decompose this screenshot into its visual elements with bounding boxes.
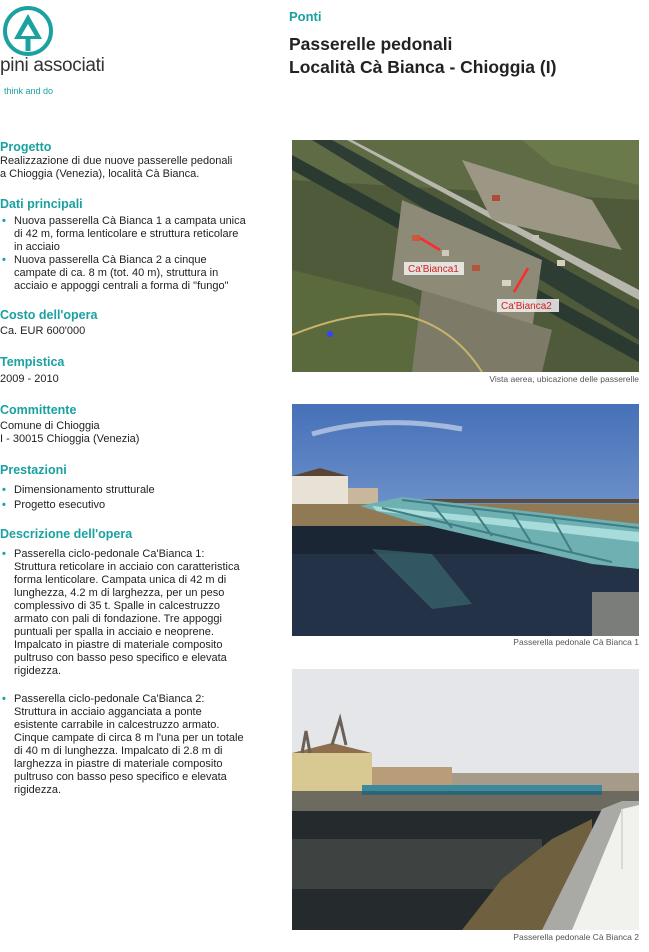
committente-line-2: I - 30015 Chioggia (Venezia) <box>0 433 140 445</box>
pini-logo-icon <box>2 5 54 57</box>
section-text-tempistica: 2009 - 2010 <box>0 373 59 385</box>
title-line-1: Passerelle pedonali <box>289 34 453 54</box>
section-heading-dati: Dati principali <box>0 197 83 211</box>
aerial-photo <box>292 140 639 372</box>
section-heading-committente: Committente <box>0 403 77 417</box>
list-item: • Nuova passerella Cà Bianca 2 a cinque campate di ca. 8 m (tot. 40 m), struttura in acciaio e appoggi centrali a forma di "fungo" <box>0 254 246 293</box>
list-item: • Passerella ciclo-pedonale Ca'Bianca 2: Struttura in acciaio agganciata a ponte esistente carrabile in calcestruzzo armato. Cinque campate di circa 8 m l'una per un totale di 40 m di lunghezza. Impalcato di 2.8 m di larghezza in piastre di materiale composito pultruso con basso peso specifico e elevata rigidezza. <box>0 693 246 797</box>
brand-tagline: think and do <box>4 86 54 96</box>
section-text-progetto: Realizzazione di due nuove passerelle pedonali a Chioggia (Venezia), località Cà Bianca. <box>0 155 233 180</box>
aerial-map-image <box>292 140 639 372</box>
caption-bridge-2: Passerella pedonale Cà Bianca 2 <box>513 932 639 942</box>
list-item: • Dimensionamento strutturale <box>0 483 250 498</box>
title-line-2: Località Cà Bianca - Chioggia (I) <box>289 57 557 77</box>
category-label: Ponti <box>289 9 322 24</box>
section-heading-tempistica: Tempistica <box>0 355 65 369</box>
brand-name: pini associati <box>0 55 105 76</box>
caption-aerial: Vista aerea, ubicazione delle passerelle <box>489 374 639 384</box>
caption-bridge-1: Passerella pedonale Cà Bianca 1 <box>513 637 639 647</box>
aerial-label-1: Ca'Bianca1 <box>408 264 459 275</box>
section-heading-progetto: Progetto <box>0 140 52 154</box>
project-details <box>0 140 250 797</box>
descrizione-list <box>0 548 250 797</box>
brand-logo <box>0 5 120 57</box>
section-heading-prestazioni: Prestazioni <box>0 463 67 477</box>
list-item: • Progetto esecutivo <box>0 498 250 513</box>
page-title <box>289 33 556 79</box>
committente-line-1: Comune di Chioggia <box>0 420 100 432</box>
aerial-label-2: Ca'Bianca2 <box>501 301 552 312</box>
section-text-costo: Ca. EUR 600'000 <box>0 325 86 337</box>
bridge-1-image <box>292 404 639 636</box>
prestazioni-list <box>0 483 250 513</box>
bridge-2-image <box>292 669 639 930</box>
bridge-2-photo <box>292 669 639 930</box>
list-item: • Nuova passerella Cà Bianca 1 a campata unica di 42 m, forma lenticolare e struttura reticolare in acciaio <box>0 215 246 254</box>
section-heading-costo: Costo dell'opera <box>0 308 98 322</box>
bridge-1-photo <box>292 404 639 636</box>
location-marker-icon <box>327 331 333 337</box>
list-item: • Passerella ciclo-pedonale Ca'Bianca 1: Struttura reticolare in acciaio con caratteristica forma lenticolare. Campata unica di 42 m di lunghezza, 4.2 m di larghezza, per un peso complessivo di 35 t. Spalle in calcestruzzo armato con pali di fondazione. Tre appoggi puntuali per spalla in acciaio e neoprene. Impalcato in piastre di materiale composito pultruso con basso peso specifico e elevata rigidezza. <box>0 548 246 678</box>
dati-list <box>0 215 250 293</box>
section-heading-descrizione: Descrizione dell'opera <box>0 527 133 541</box>
